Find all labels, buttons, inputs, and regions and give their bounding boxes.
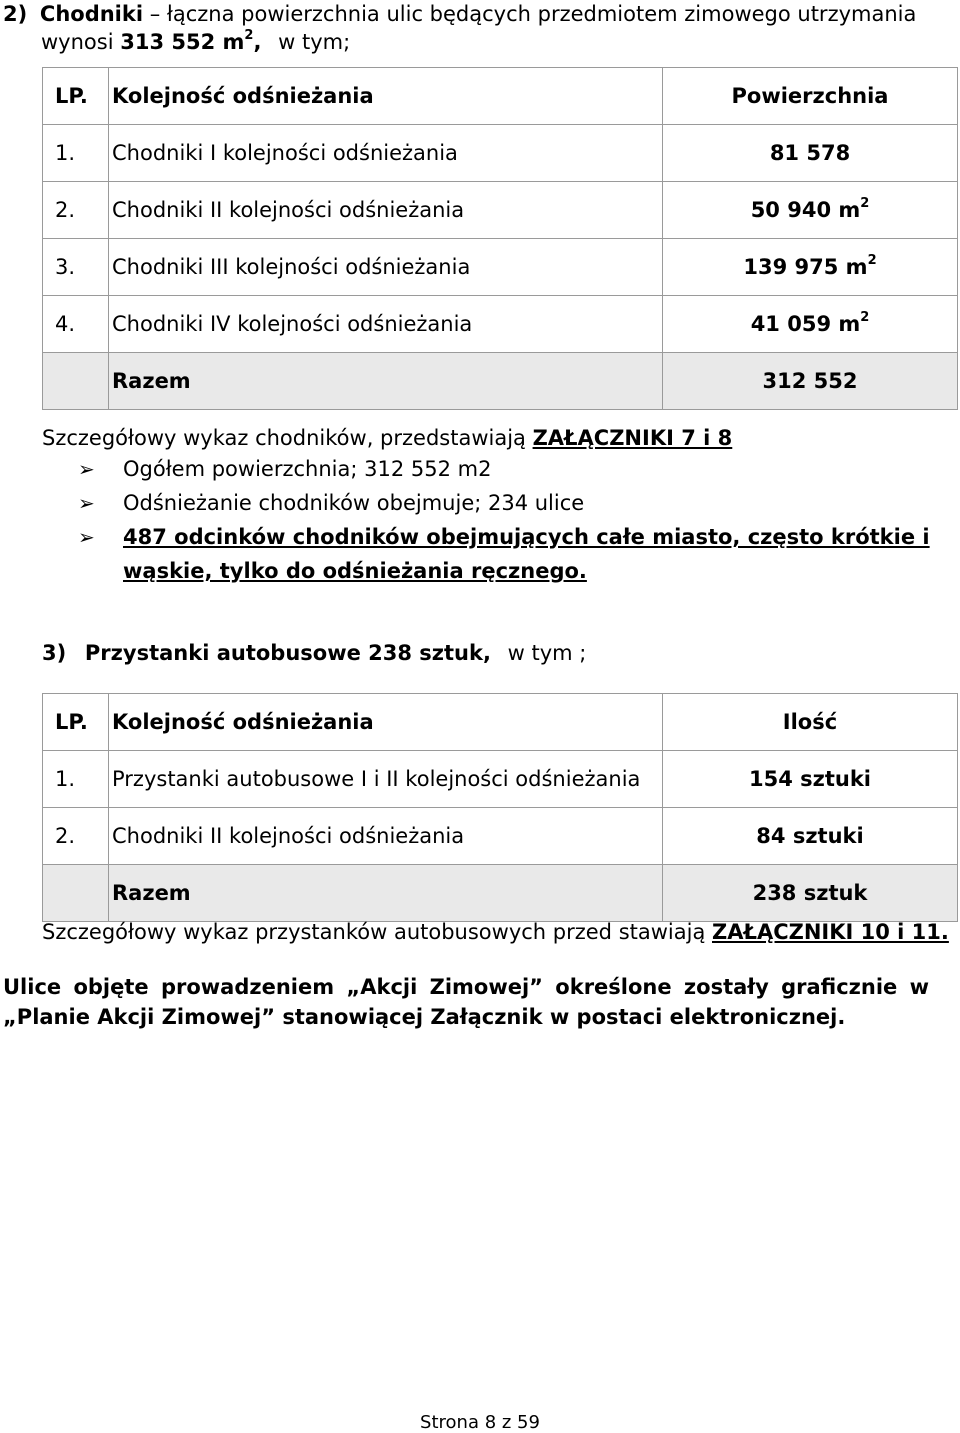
- sidewalk-details-text: [42, 424, 732, 452]
- bullet-text-line2: wąskie, tylko do odśnieżania ręcznego.: [123, 559, 587, 583]
- row-lp: 1.: [43, 751, 109, 808]
- section-2-area-value: 313 552 m: [120, 30, 245, 54]
- sidewalk-area-table: [42, 67, 958, 410]
- row-name: Chodniki IV kolejności odśnieżania: [109, 296, 663, 353]
- row-lp: 4.: [43, 296, 109, 353]
- row-name: Chodniki II kolejności odśnieżania: [109, 182, 663, 239]
- total-empty-cell: [43, 353, 109, 410]
- bus-stop-table: [42, 693, 958, 922]
- total-label: Razem: [109, 865, 663, 922]
- bus-stop-details-text: [42, 918, 949, 946]
- row-name: Chodniki I kolejności odśnieżania: [109, 125, 663, 182]
- header-order: Kolejność odśnieżania: [109, 694, 663, 751]
- total-value: 238 sztuk: [663, 865, 958, 922]
- total-label: Razem: [109, 353, 663, 410]
- section-2-heading: [3, 0, 943, 56]
- page-number-footer: Strona 8 z 59: [420, 1412, 540, 1433]
- table-row: [43, 125, 958, 182]
- section-2-line2-prefix: wynosi: [41, 30, 121, 54]
- row-lp: 2.: [43, 808, 109, 865]
- list-item: [78, 486, 938, 520]
- row-lp: 1.: [43, 125, 109, 182]
- row-name: Przystanki autobusowe I i II kolejności odśnieżania: [109, 751, 663, 808]
- header-area: Powierzchnia: [663, 68, 958, 125]
- table-header-row: [43, 694, 958, 751]
- row-name: Chodniki III kolejności odśnieżania: [109, 239, 663, 296]
- closing-paragraph: [3, 972, 929, 1032]
- row-lp: 3.: [43, 239, 109, 296]
- summary-bullet-list: [78, 452, 938, 588]
- section-3-number: 3): [42, 641, 67, 665]
- header-lp: LP.: [43, 694, 109, 751]
- arrow-bullet-icon: ➢: [78, 491, 95, 515]
- attachment-7-8-link[interactable]: ZAŁĄCZNIKI 7 i 8: [532, 426, 733, 450]
- table-total-row: [43, 865, 958, 922]
- closing-line-1: Ulice objęte prowadzeniem „Akcji Zimowej” określone zostały graficznie w: [3, 975, 929, 999]
- table-row: [43, 182, 958, 239]
- section-3-heading: [42, 639, 586, 667]
- table-row: [43, 239, 958, 296]
- details-2-text: Szczegółowy wykaz przystanków autobusowych przed stawiają: [42, 920, 712, 944]
- row-value: 84 sztuki: [663, 808, 958, 865]
- row-value: 139 975 $m^2$: [663, 239, 958, 296]
- section-2-number: 2): [3, 2, 28, 26]
- header-order: Kolejność odśnieżania: [109, 68, 663, 125]
- total-value: 312 552: [663, 353, 958, 410]
- table-row: [43, 296, 958, 353]
- row-value: 81 578: [663, 125, 958, 182]
- total-empty-cell: [43, 865, 109, 922]
- header-lp: LP.: [43, 68, 109, 125]
- attachment-10-11-link[interactable]: ZAŁĄCZNIKI 10 i 11.: [712, 920, 949, 944]
- section-2-area-sup: 2: [244, 28, 254, 43]
- section-2-line2-tail: w tym;: [278, 30, 351, 54]
- header-quantity: Ilość: [663, 694, 958, 751]
- row-lp: 2.: [43, 182, 109, 239]
- section-2-description: – łączna powierzchnia ulic będących przedmiotem zimowego utrzymania: [143, 2, 917, 26]
- list-item: [78, 520, 938, 588]
- row-value: 41 059 $m^2$: [663, 296, 958, 353]
- list-item: [78, 452, 938, 486]
- closing-line-2: „Planie Akcji Zimowej” stanowiącej Załącznik w postaci elektronicznej.: [3, 1005, 846, 1029]
- row-name: Chodniki II kolejności odśnieżania: [109, 808, 663, 865]
- table-row: [43, 751, 958, 808]
- table-header-row: [43, 68, 958, 125]
- bullet-text: Ogółem powierzchnia; 312 552 m2: [123, 457, 492, 481]
- section-2-area-comma: ,: [253, 30, 262, 54]
- bullet-text: Odśnieżanie chodników obejmuje; 234 ulice: [123, 491, 585, 515]
- row-value: 50 940 $m^2$: [663, 182, 958, 239]
- section-3-tail: w tym ;: [507, 641, 587, 665]
- section-2-title: Chodniki: [39, 2, 144, 26]
- arrow-bullet-icon: ➢: [78, 525, 95, 549]
- row-value: 154 sztuki: [663, 751, 958, 808]
- arrow-bullet-icon: ➢: [78, 457, 95, 481]
- details-1-text: Szczegółowy wykaz chodników, przedstawiają: [42, 426, 533, 450]
- table-total-row: [43, 353, 958, 410]
- table-row: [43, 808, 958, 865]
- section-3-title: Przystanki autobusowe 238 sztuk,: [84, 641, 491, 665]
- bullet-text-line1: 487 odcinków chodników obejmujących całe miasto, często krótkie i: [123, 525, 930, 549]
